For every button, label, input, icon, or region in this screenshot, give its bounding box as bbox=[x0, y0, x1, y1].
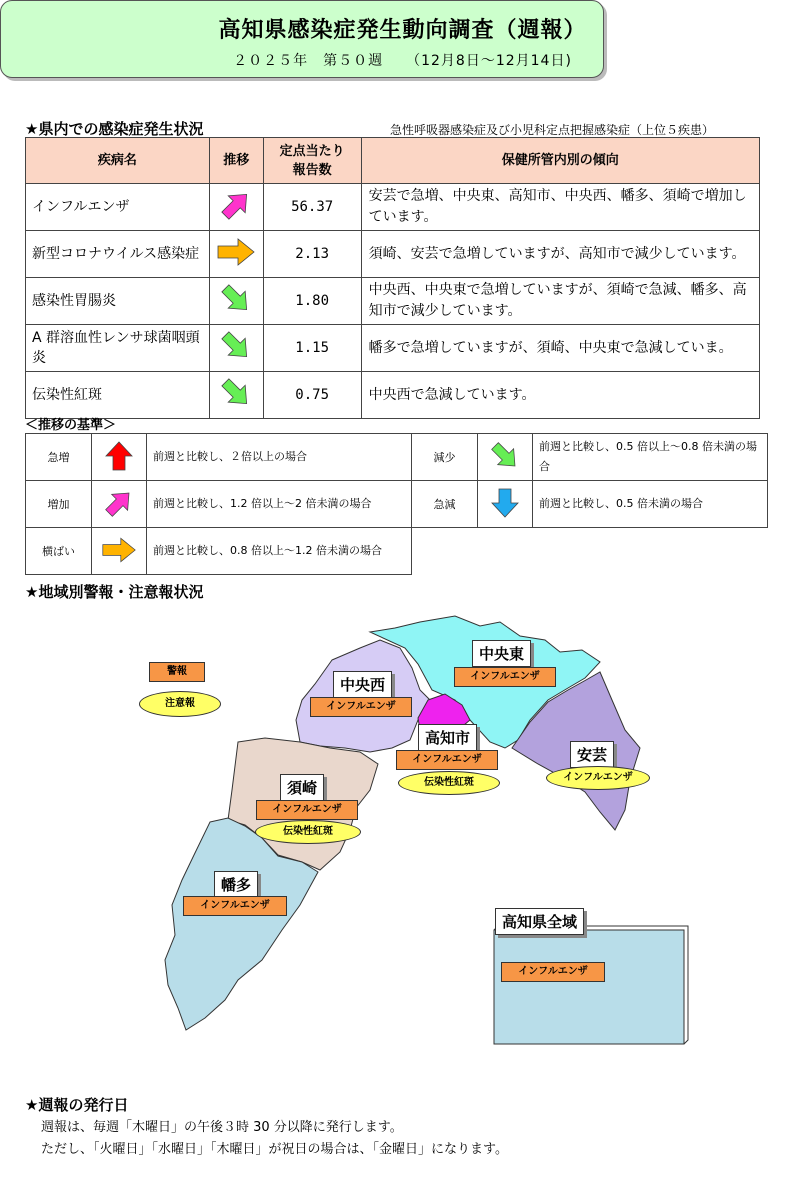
trend-cell bbox=[209, 184, 263, 231]
arrow-down-right-icon bbox=[219, 329, 253, 363]
criteria-heading: ＜推移の基準＞ bbox=[25, 418, 117, 433]
table-row bbox=[26, 184, 760, 231]
criteria-desc: 前週と比較し、1.2 倍以上～2 倍未満の場合 bbox=[147, 481, 412, 528]
region-label-chuo-higashi: 中央東 bbox=[472, 640, 531, 667]
arrow-down-icon bbox=[490, 487, 520, 519]
issue-line-2: ただし、「火曜日」「水曜日」「木曜日」が祝日の場合は、「金曜日」になります。 bbox=[41, 1142, 508, 1157]
trend-comment: 須崎、安芸で急増していますが、高知市で減少しています。 bbox=[361, 231, 759, 278]
section-heading-issue: ★週報の発行日 bbox=[25, 1096, 129, 1114]
criteria-label: 急増 bbox=[26, 434, 92, 481]
trend-comment: 安芸で急増、中央東、高知市、中央西、幡多、須崎で増加しています。 bbox=[361, 184, 759, 231]
criteria-label: 減少 bbox=[412, 434, 478, 481]
criteria-desc: 前週と比較し、0.5 倍未満の場合 bbox=[533, 481, 768, 528]
caution-aki: インフルエンザ bbox=[546, 766, 650, 790]
trend-cell bbox=[209, 325, 263, 372]
trend-comment: 幡多で急増していますが、須崎、中央東で急減していま。 bbox=[361, 325, 759, 372]
region-label-kochi-city: 高知市 bbox=[418, 724, 477, 751]
disease-name: 感染性胃腸炎 bbox=[26, 278, 210, 325]
region-label-chuo-nishi: 中央西 bbox=[333, 671, 392, 698]
criteria-icon-cell bbox=[92, 434, 147, 481]
table-header-row bbox=[26, 138, 760, 184]
criteria-desc: 前週と比較し、0.8 倍以上～1.2 倍未満の場合 bbox=[147, 528, 412, 575]
caution-kochi-city: 伝染性紅斑 bbox=[398, 771, 500, 795]
criteria-desc: 前週と比較し、２倍以上の場合 bbox=[147, 434, 412, 481]
header-comment: 保健所管内別の傾向 bbox=[361, 138, 759, 184]
criteria-icon-cell bbox=[478, 434, 533, 481]
table-row bbox=[26, 278, 760, 325]
report-value: 1.80 bbox=[263, 278, 361, 325]
header-trend: 推移 bbox=[209, 138, 263, 184]
kochi-map bbox=[0, 600, 805, 1070]
header-value-line: 報告数 bbox=[292, 162, 332, 178]
arrow-down-right-icon bbox=[219, 282, 253, 316]
table-row bbox=[26, 325, 760, 372]
report-value: 1.15 bbox=[263, 325, 361, 372]
disease-name: インフルエンザ bbox=[26, 184, 210, 231]
criteria-label: 横ばい bbox=[26, 528, 92, 575]
region-label-whole: 高知県全域 bbox=[495, 908, 584, 935]
table-row bbox=[26, 231, 760, 278]
arrow-right-icon bbox=[101, 536, 137, 564]
arrow-down-right-icon bbox=[489, 440, 521, 472]
warning-chuo-nishi: インフルエンザ bbox=[310, 697, 412, 717]
whole-prefecture-box bbox=[494, 930, 684, 1044]
header-value-line: 定点当たり bbox=[279, 143, 345, 159]
criteria-label: 増加 bbox=[26, 481, 92, 528]
warning-susaki: インフルエンザ bbox=[256, 800, 358, 820]
report-value: 0.75 bbox=[263, 372, 361, 419]
header-value bbox=[263, 138, 361, 184]
trend-comment: 中央西で急減しています。 bbox=[361, 372, 759, 419]
trend-comment: 中央西、中央東で急増していますが、須崎で急減、幡多、高知市で減少しています。 bbox=[361, 278, 759, 325]
arrow-up-right-icon bbox=[219, 188, 253, 222]
header-disease: 疾病名 bbox=[26, 138, 210, 184]
section-note: 急性呼吸器感染症及び小児科定点把握感染症（上位５疾患） bbox=[390, 123, 715, 137]
criteria-icon-cell bbox=[478, 481, 533, 528]
criteria-desc: 前週と比較し、0.5 倍以上～0.8 倍未満の場合 bbox=[533, 434, 768, 481]
criteria-label: 急減 bbox=[412, 481, 478, 528]
arrow-right-icon bbox=[216, 237, 256, 267]
warning-hata: インフルエンザ bbox=[183, 896, 287, 916]
region-label-susaki: 須崎 bbox=[280, 774, 324, 801]
arrow-up-icon bbox=[104, 440, 134, 472]
trend-cell bbox=[209, 231, 263, 278]
warning-kochi-city: インフルエンザ bbox=[396, 750, 498, 770]
caution-susaki: 伝染性紅斑 bbox=[255, 820, 361, 844]
criteria-table bbox=[25, 433, 768, 575]
report-value: 2.13 bbox=[263, 231, 361, 278]
table-row bbox=[26, 372, 760, 419]
issue-line-1: 週報は、毎週「木曜日」の午後３時 30 分以降に発行します。 bbox=[41, 1120, 403, 1135]
criteria-icon-cell bbox=[92, 481, 147, 528]
arrow-up-right-icon bbox=[103, 487, 135, 519]
report-value: 56.37 bbox=[263, 184, 361, 231]
page-subtitle: ２０２５年 第５０週 （12月8日～12月14日) bbox=[233, 53, 572, 69]
warning-chuo-higashi: インフルエンザ bbox=[454, 667, 556, 687]
legend-warning: 警報 bbox=[149, 662, 205, 682]
disease-name: 新型コロナウイルス感染症 bbox=[26, 231, 210, 278]
disease-name: A 群溶血性レンサ球菌咽頭炎 bbox=[26, 325, 210, 372]
title-box bbox=[0, 0, 604, 78]
criteria-icon-cell bbox=[92, 528, 147, 575]
disease-table bbox=[25, 137, 760, 419]
region-label-hata: 幡多 bbox=[214, 871, 258, 898]
section-heading-map: ★地域別警報・注意報状況 bbox=[25, 583, 204, 601]
warning-whole: インフルエンザ bbox=[501, 962, 605, 982]
page-title: 高知県感染症発生動向調査（週報） bbox=[218, 18, 587, 43]
trend-cell bbox=[209, 372, 263, 419]
disease-name: 伝染性紅斑 bbox=[26, 372, 210, 419]
trend-cell bbox=[209, 278, 263, 325]
legend-caution: 注意報 bbox=[139, 691, 221, 717]
section-heading-status: ★県内での感染症発生状況 bbox=[25, 120, 204, 138]
arrow-down-right-icon bbox=[219, 376, 253, 410]
region-label-aki: 安芸 bbox=[570, 741, 614, 768]
